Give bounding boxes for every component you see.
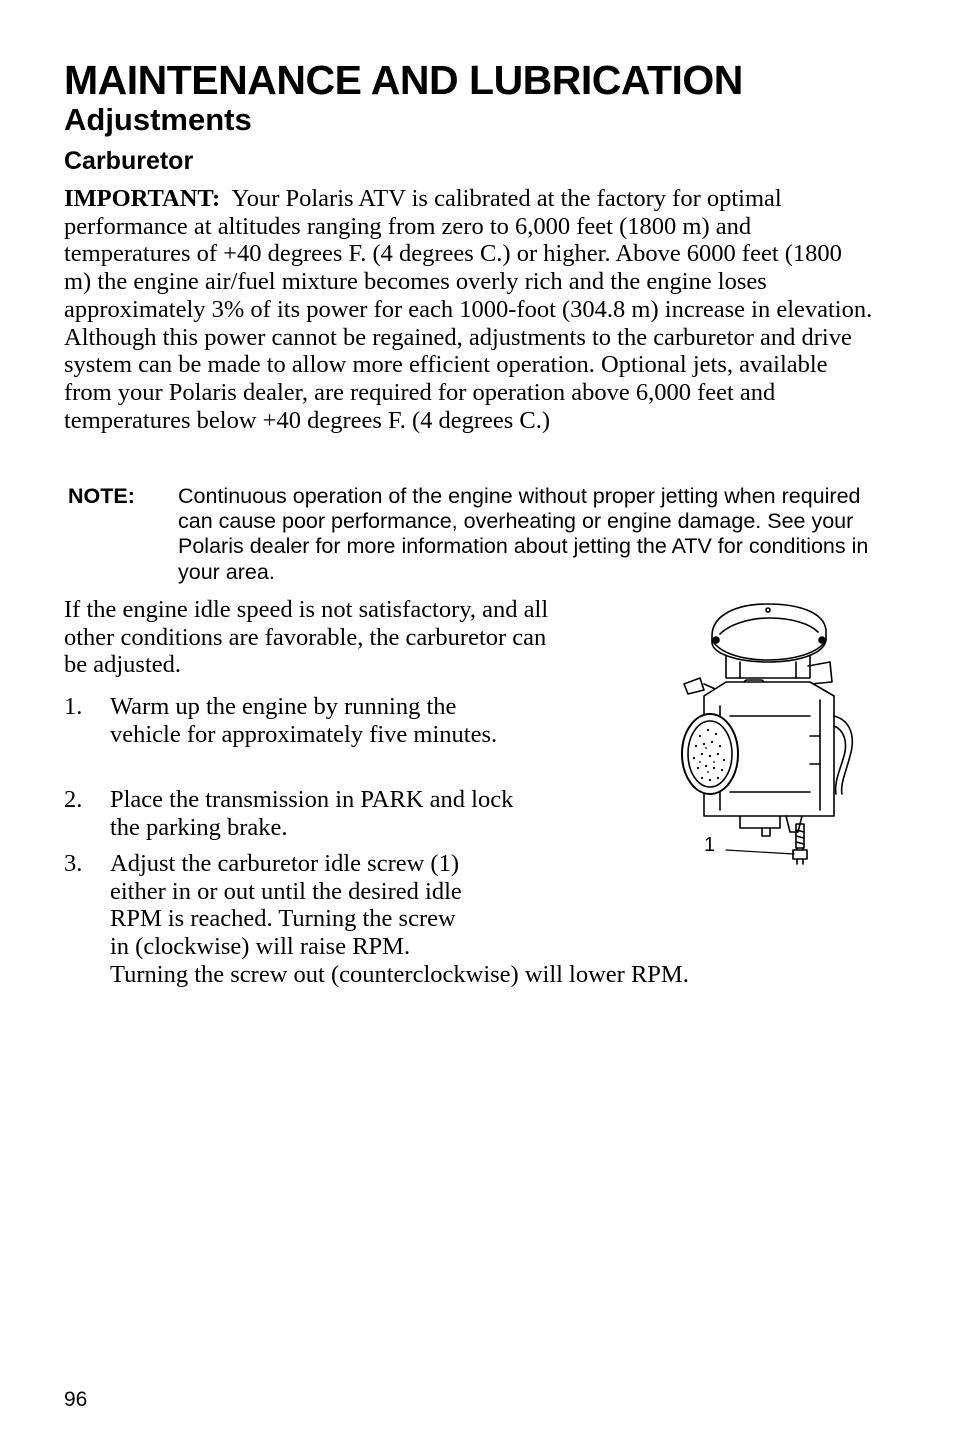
- step-text: Place the transmission in PARK and lock the parking brake.: [110, 786, 514, 841]
- page-number: 96: [64, 1388, 88, 1411]
- step-text: Adjust the carburetor idle screw (1) either in or out until the desired idle RPM is reached. Turning the screw in (clockwise) will raise RPM. Turning the screw out (counterclockwise) will lower RPM.: [110, 850, 689, 988]
- section-heading: Adjustments: [64, 102, 252, 137]
- step-number: 1.: [64, 693, 83, 720]
- important-paragraph: [64, 185, 874, 434]
- carburetor-illustration: [660, 596, 870, 876]
- step-text: Warm up the engine by running the vehicle for approximately five minutes.: [110, 693, 498, 748]
- callout-label: 1: [704, 834, 716, 856]
- important-label: IMPORTANT:: [64, 185, 221, 212]
- subsection-heading: Carburetor: [64, 147, 194, 175]
- intro-paragraph: If the engine idle speed is not satisfactory, and all other conditions are favorable, the carburetor can be adjusted.: [64, 596, 549, 678]
- page-title: MAINTENANCE AND LUBRICATION: [64, 57, 743, 103]
- note-text: Continuous operation of the engine without proper jetting when required can cause poor performance, overheating or engine damage. See your Polaris dealer for more information about jetting the ATV for conditions in your area.: [178, 484, 869, 584]
- important-text: Your Polaris ATV is calibrated at the factory for optimal performance at altitudes ranging from zero to 6,000 feet (1800 m) and temperatures of +40 degrees F. (4 degrees C.) or higher. Above 6000 feet (1800 m) the engine air/fuel mixture becomes overly rich and the engine loses approximately 3% of its power for each 1000-foot (304.8 m) increase in elevation. Although this power cannot be regained, adjustments to the carburetor and drive system can be made to allow more efficient operation. Optional jets, available from your Polaris dealer, are required for operation above 6,000 feet and temperatures below +40 degrees F. (4 degrees C.): [64, 185, 873, 434]
- step-number: 3.: [64, 850, 83, 877]
- step-number: 2.: [64, 786, 83, 813]
- note-label: NOTE:: [68, 484, 135, 508]
